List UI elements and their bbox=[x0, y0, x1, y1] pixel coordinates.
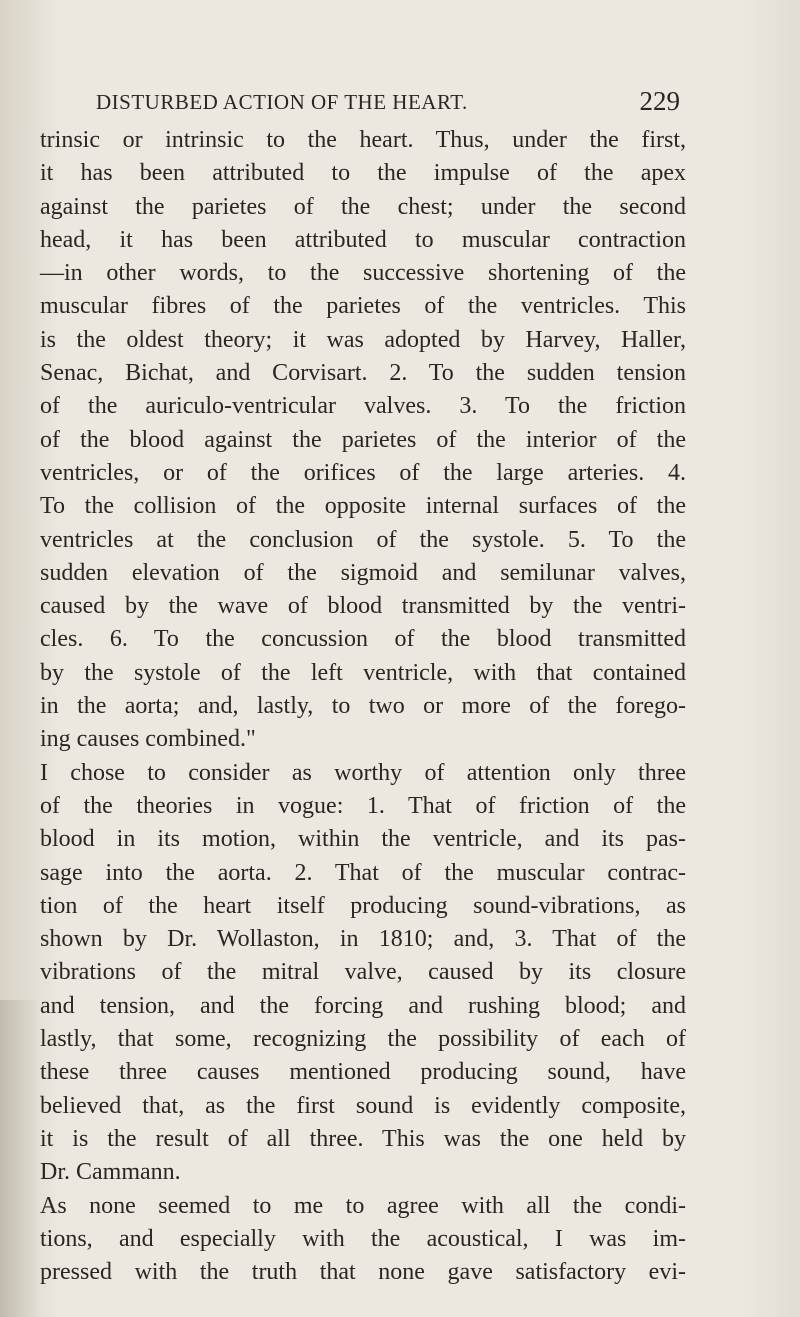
text-line: it is the result of all three. This was the one held by bbox=[40, 1125, 686, 1152]
text-line: lastly, that some, recognizing the possibility of each of bbox=[40, 1026, 686, 1053]
page-number: 229 bbox=[639, 86, 680, 116]
paragraph-end-line: Dr. Cammann. bbox=[40, 1159, 181, 1186]
text-line: sage into the aorta. 2. That of the muscular contrac- bbox=[40, 859, 686, 886]
text-line: cles. 6. To the concussion of the blood transmitted bbox=[40, 626, 686, 653]
text-line: —in other words, to the successive shortening of the bbox=[40, 260, 686, 287]
text-line: against the parietes of the chest; under the second bbox=[40, 193, 686, 220]
text-line: blood in its motion, within the ventricle, and its pas- bbox=[40, 826, 686, 853]
text-line: tions, and especially with the acoustical, I was im- bbox=[40, 1225, 686, 1252]
text-line: ventricles at the conclusion of the systole. 5. To the bbox=[40, 526, 686, 553]
text-line: trinsic or intrinsic to the heart. Thus, under the first, bbox=[40, 127, 686, 153]
text-line: vibrations of the mitral valve, caused by its closure bbox=[40, 959, 686, 986]
text-line: ventricles, or of the orifices of the large arteries. 4. bbox=[40, 459, 686, 486]
text-line: head, it has been attributed to muscular contraction bbox=[40, 226, 686, 253]
text-line: it has been attributed to the impulse of the apex bbox=[40, 160, 686, 187]
text-line: pressed with the truth that none gave satisfactory evi- bbox=[40, 1259, 686, 1286]
text-line: To the collision of the opposite internal surfaces of the bbox=[40, 493, 686, 520]
page-header bbox=[96, 86, 680, 120]
text-line: believed that, as the first sound is evidently composite, bbox=[40, 1092, 686, 1119]
text-line: of the blood against the parietes of the interior of the bbox=[40, 426, 686, 453]
text-line: sudden elevation of the sigmoid and semilunar valves, bbox=[40, 559, 686, 586]
body-text bbox=[40, 124, 686, 1289]
running-head: DISTURBED ACTION OF THE HEART. bbox=[96, 90, 468, 114]
text-line: by the systole of the left ventricle, with that contained bbox=[40, 659, 686, 686]
paragraph-end-line: ing causes combined." bbox=[40, 726, 256, 753]
text-line: these three causes mentioned producing sound, have bbox=[40, 1059, 686, 1086]
text-line: As none seemed to me to agree with all the condi- bbox=[40, 1192, 686, 1219]
text-line: I chose to consider as worthy of attention only three bbox=[40, 759, 686, 786]
text-line: of the auriculo-ventricular valves. 3. To the friction bbox=[40, 393, 686, 420]
text-line: caused by the wave of blood transmitted by the ventri- bbox=[40, 593, 686, 620]
text-line: in the aorta; and, lastly, to two or more of the forego- bbox=[40, 693, 686, 720]
text-line: muscular fibres of the parietes of the ventricles. This bbox=[40, 293, 686, 320]
text-line: Senac, Bichat, and Corvisart. 2. To the sudden tension bbox=[40, 360, 686, 387]
text-line: of the theories in vogue: 1. That of friction of the bbox=[40, 792, 686, 819]
text-line: is the oldest theory; it was adopted by Harvey, Haller, bbox=[40, 326, 686, 353]
text-line: and tension, and the forcing and rushing blood; and bbox=[40, 992, 686, 1019]
text-line: tion of the heart itself producing sound-vibrations, as bbox=[40, 892, 686, 919]
page-edge-shadow bbox=[0, 1000, 40, 1317]
text-line: shown by Dr. Wollaston, in 1810; and, 3. That of the bbox=[40, 926, 686, 953]
